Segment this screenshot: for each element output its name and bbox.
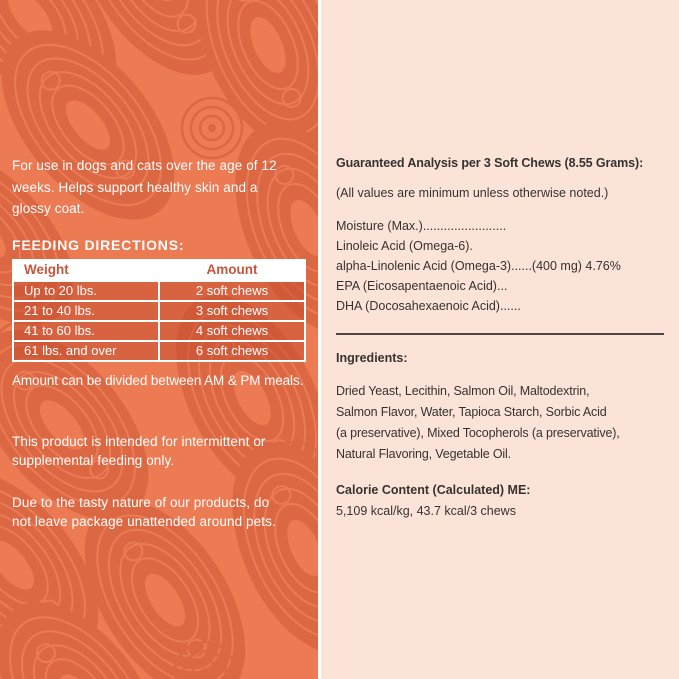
weight-cell: 41 to 60 lbs. — [13, 321, 159, 341]
analysis-list — [336, 216, 673, 316]
intermittent-feeding-note — [12, 432, 306, 470]
analysis-line-alpha-linolenic: alpha-Linolenic Acid (Omega-3)......(400 mg) 4.76% — [336, 259, 621, 273]
amount-cell: 2 soft chews — [159, 281, 305, 301]
weight-cell: 21 to 40 lbs. — [13, 301, 159, 321]
right-panel — [321, 0, 679, 679]
usage-intro-line: glossy coat. — [12, 201, 85, 216]
guaranteed-analysis-heading: Guaranteed Analysis per 3 Soft Chews (8.55 Grams): — [336, 156, 644, 170]
amount-cell: 6 soft chews — [159, 341, 305, 361]
weight-cell: Up to 20 lbs. — [13, 281, 159, 301]
analysis-minimum-note: (All values are minimum unless otherwise noted.) — [336, 186, 609, 200]
usage-intro-text — [12, 155, 306, 220]
caution-note — [12, 493, 306, 531]
analysis-line-moisture: Moisture (Max.)........................ — [336, 219, 507, 233]
divide-note: Amount can be divided between AM & PM meals. — [12, 373, 304, 388]
caution-note-line: Due to the tasty nature of our products, do — [12, 495, 270, 510]
usage-intro-line: For use in dogs and cats over the age of 12 — [12, 158, 277, 173]
analysis-line-linoleic: Linoleic Acid (Omega-6). — [336, 239, 473, 253]
section-divider — [336, 333, 664, 335]
feeding-directions-heading: FEEDING DIRECTIONS: — [12, 236, 185, 253]
calorie-content-heading: Calorie Content (Calculated) ME: — [336, 483, 531, 497]
ingredients-list — [336, 381, 673, 465]
ingredients-line: Natural Flavoring, Vegetable Oil. — [336, 447, 512, 461]
weight-cell: 61 lbs. and over — [13, 341, 159, 361]
ingredients-heading: Ingredients: — [336, 351, 408, 365]
table-row — [13, 321, 305, 341]
ingredients-line: Dried Yeast, Lecithin, Salmon Oil, Maltodextrin, — [336, 384, 590, 398]
calorie-content-value: 5,109 kcal/kg, 43.7 kcal/3 chews — [336, 504, 516, 518]
left-panel — [0, 0, 318, 679]
intermittent-feeding-line: supplemental feeding only. — [12, 453, 175, 468]
table-row — [13, 301, 305, 321]
table-row — [13, 341, 305, 361]
feeding-table — [12, 259, 306, 363]
analysis-line-dha: DHA (Docosahexaenoic Acid)...... — [336, 299, 521, 313]
usage-intro-line: weeks. Helps support healthy skin and a — [12, 179, 258, 195]
intermittent-feeding-line: This product is intended for intermittent or — [12, 434, 266, 449]
feeding-table-header-row — [13, 260, 305, 282]
ingredients-line: (a preservative), Mixed Tocopherols (a preservative), — [336, 426, 620, 440]
amount-cell: 4 soft chews — [159, 321, 305, 341]
analysis-line-epa: EPA (Eicosapentaenoic Acid)... — [336, 279, 508, 293]
table-header-weight: Weight — [13, 260, 159, 282]
table-header-amount: Amount — [159, 260, 305, 282]
caution-note-line: not leave package unattended around pets. — [12, 514, 276, 529]
table-row — [13, 281, 305, 301]
amount-cell: 3 soft chews — [159, 301, 305, 321]
left-content — [0, 0, 318, 531]
ingredients-line: Salmon Flavor, Water, Tapioca Starch, Sorbic Acid — [336, 405, 607, 419]
